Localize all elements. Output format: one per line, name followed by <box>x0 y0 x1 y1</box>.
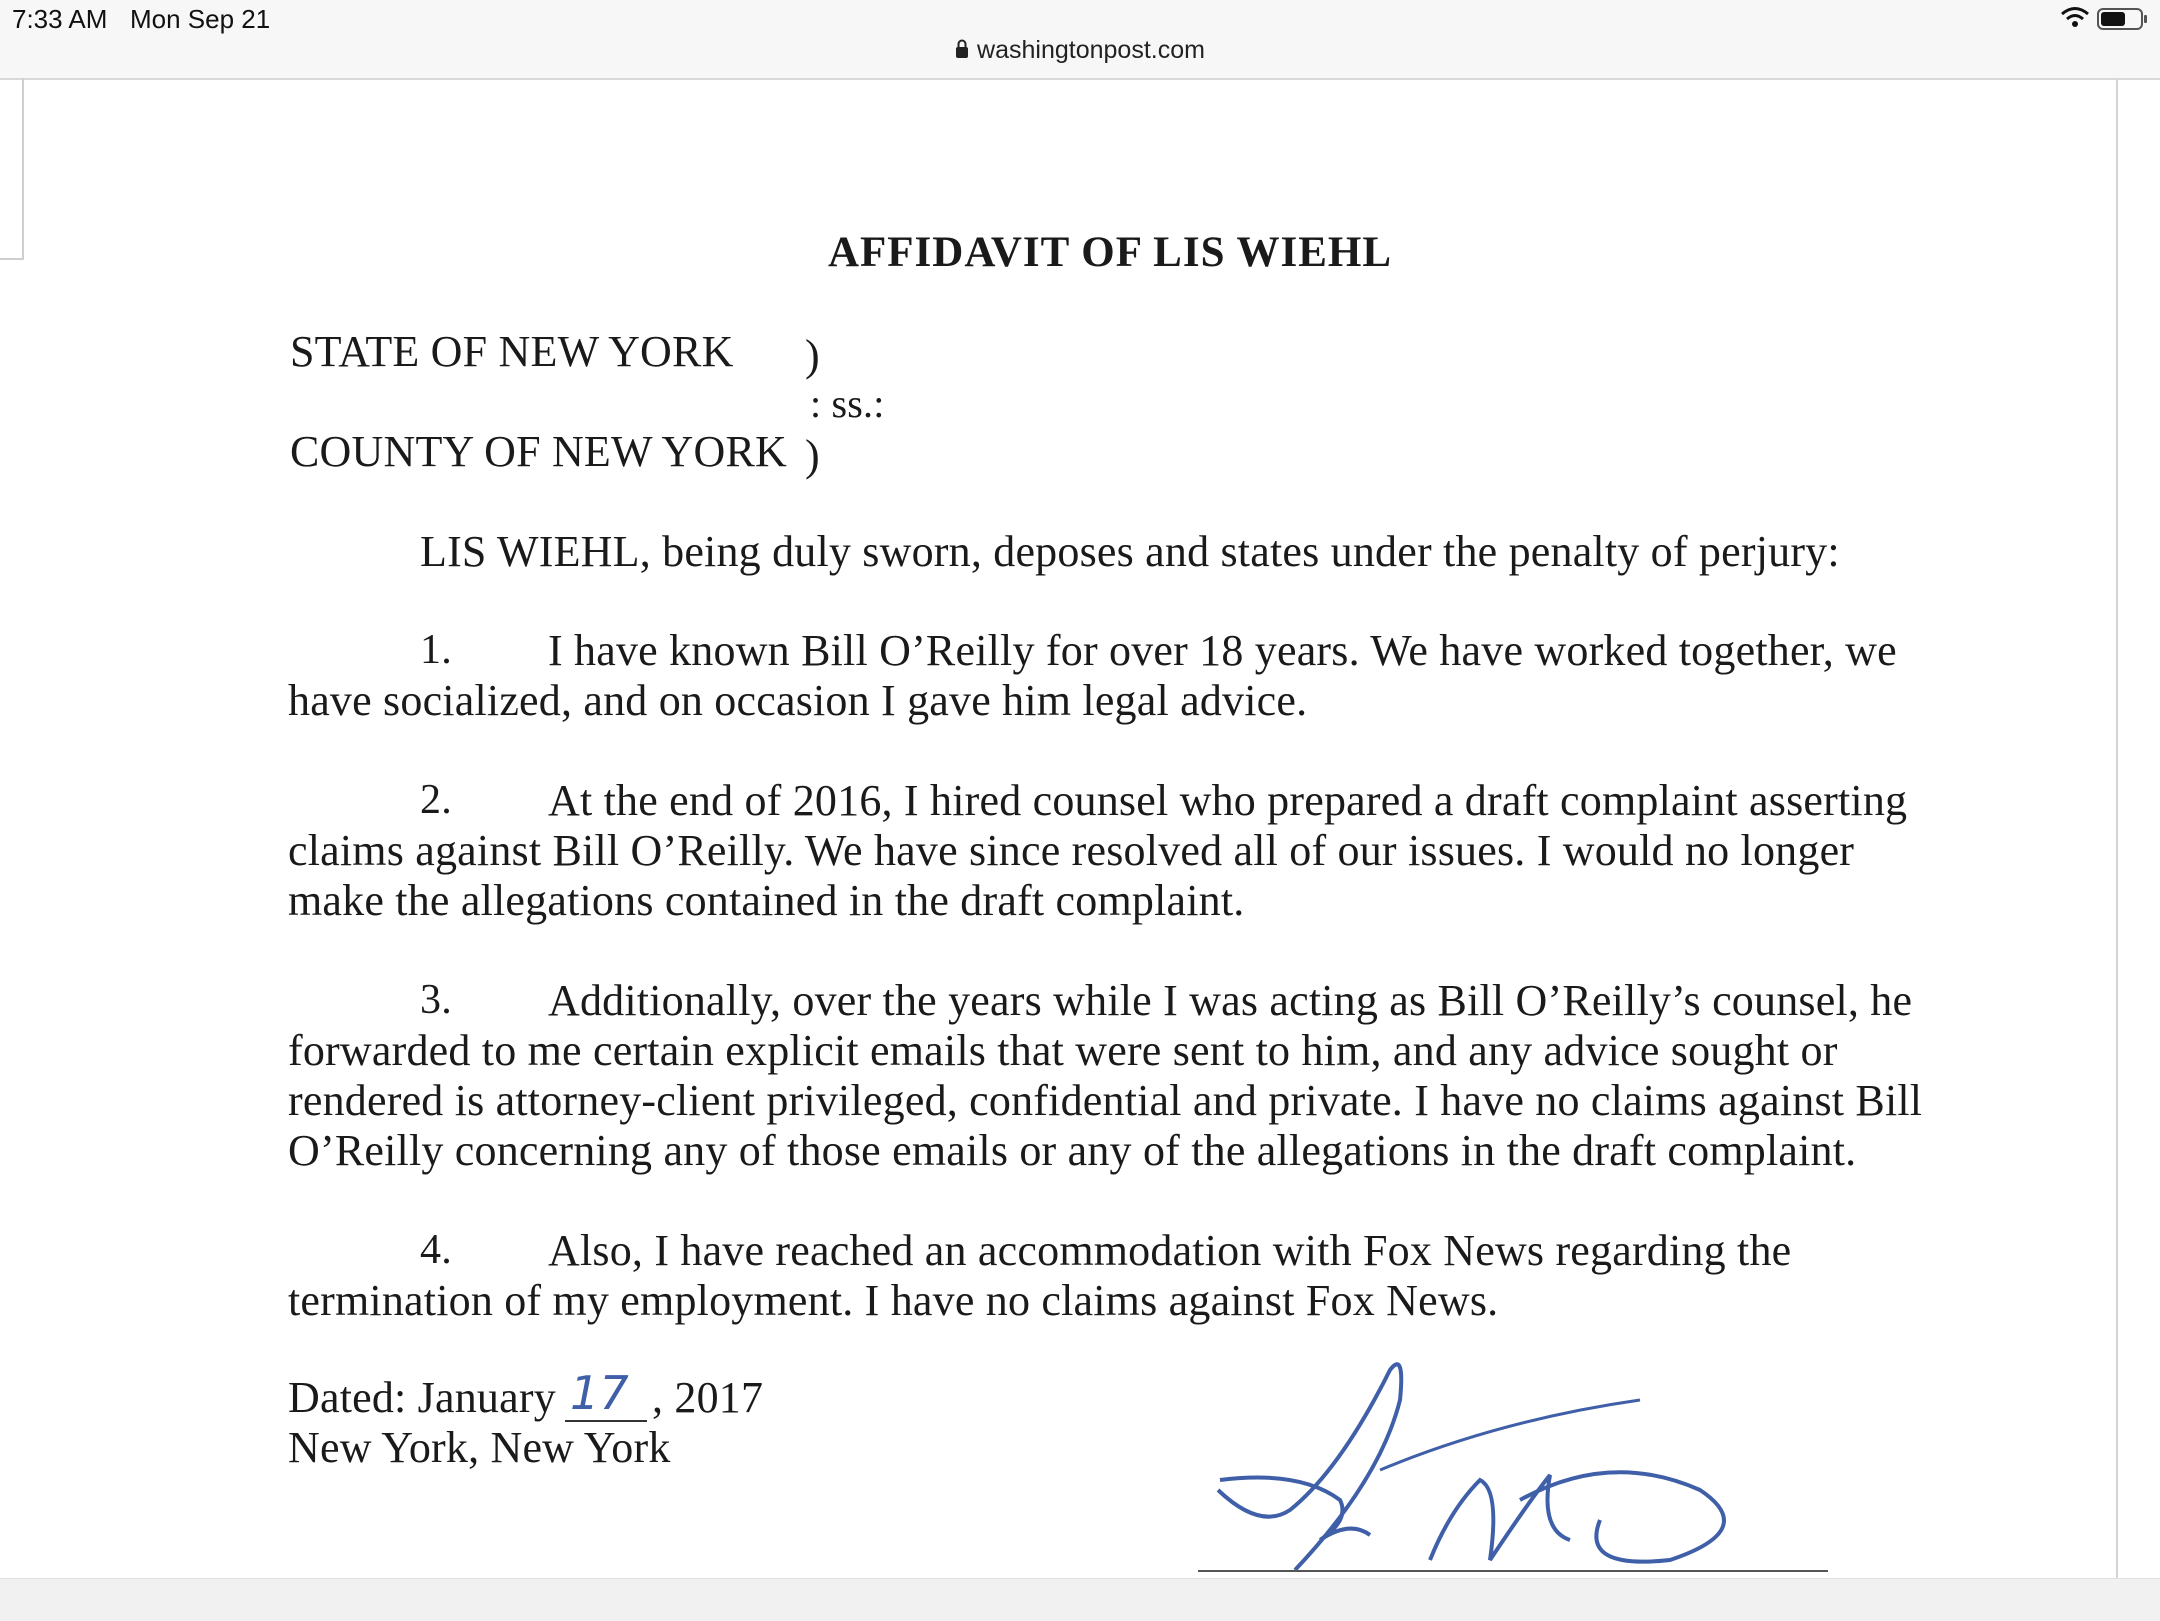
signature-scribble <box>1200 1360 1760 1580</box>
handwritten-day: 17 <box>570 1366 629 1420</box>
caption-state: STATE OF NEW YORK <box>290 327 734 376</box>
status-time: 7:33 AM <box>12 4 108 34</box>
paragraph-3-line: rendered is attorney-client privileged, confidential and private. I have no claims against Bill <box>288 1076 1923 1125</box>
paragraph-3-number: 3. <box>420 977 452 1023</box>
document-title: AFFIDAVIT OF LIS WIEHL <box>827 229 1393 276</box>
signature-line <box>1198 1570 1828 1572</box>
paragraph-3-line: O’Reilly concerning any of those emails or any of the allegations in the draft complaint. <box>288 1126 1857 1175</box>
caption-ss: : ss.: <box>810 381 885 426</box>
paragraph-3-line: Additionally, over the years while I was acting as Bill O’Reilly’s counsel, he <box>548 976 1913 1025</box>
url-text[interactable]: washingtonpost.com <box>977 36 1205 64</box>
paragraph-1-line: I have known Bill O’Reilly for over 18 years. We have worked together, we <box>548 626 1897 675</box>
paragraph-4-number: 4. <box>420 1227 452 1273</box>
paragraph-1-number: 1. <box>420 627 452 673</box>
paragraph-2-number: 2. <box>420 777 452 823</box>
paragraph-4-line: Also, I have reached an accommodation with Fox News regarding the <box>548 1226 1792 1275</box>
caption-county: COUNTY OF NEW YORK <box>290 427 787 476</box>
signing-location: New York, New York <box>288 1423 671 1472</box>
dated-label: Dated: January <box>288 1373 556 1422</box>
paragraph-1-line: have socialized, and on occasion I gave him legal advice. <box>288 676 1308 725</box>
intro-statement: LIS WIEHL, being duly sworn, deposes and states under the penalty of perjury: <box>420 527 1840 576</box>
paragraph-4-line: termination of my employment. I have no claims against Fox News. <box>288 1276 1499 1325</box>
dated-year: , 2017 <box>652 1373 764 1422</box>
paragraph-2-line: claims against Bill O’Reilly. We have since resolved all of our issues. I would no longer <box>288 826 1855 875</box>
paragraph-3-line: forwarded to me certain explicit emails that were sent to him, and any advice sought or <box>288 1026 1838 1075</box>
status-date: Mon Sep 21 <box>130 4 271 34</box>
paragraph-2-line: At the end of 2016, I hired counsel who prepared a draft complaint asserting <box>548 776 1908 825</box>
caption-paren-open: ) <box>805 331 820 380</box>
paragraph-2-line: make the allegations contained in the draft complaint. <box>288 876 1245 925</box>
caption-paren-close: ) <box>805 431 820 480</box>
